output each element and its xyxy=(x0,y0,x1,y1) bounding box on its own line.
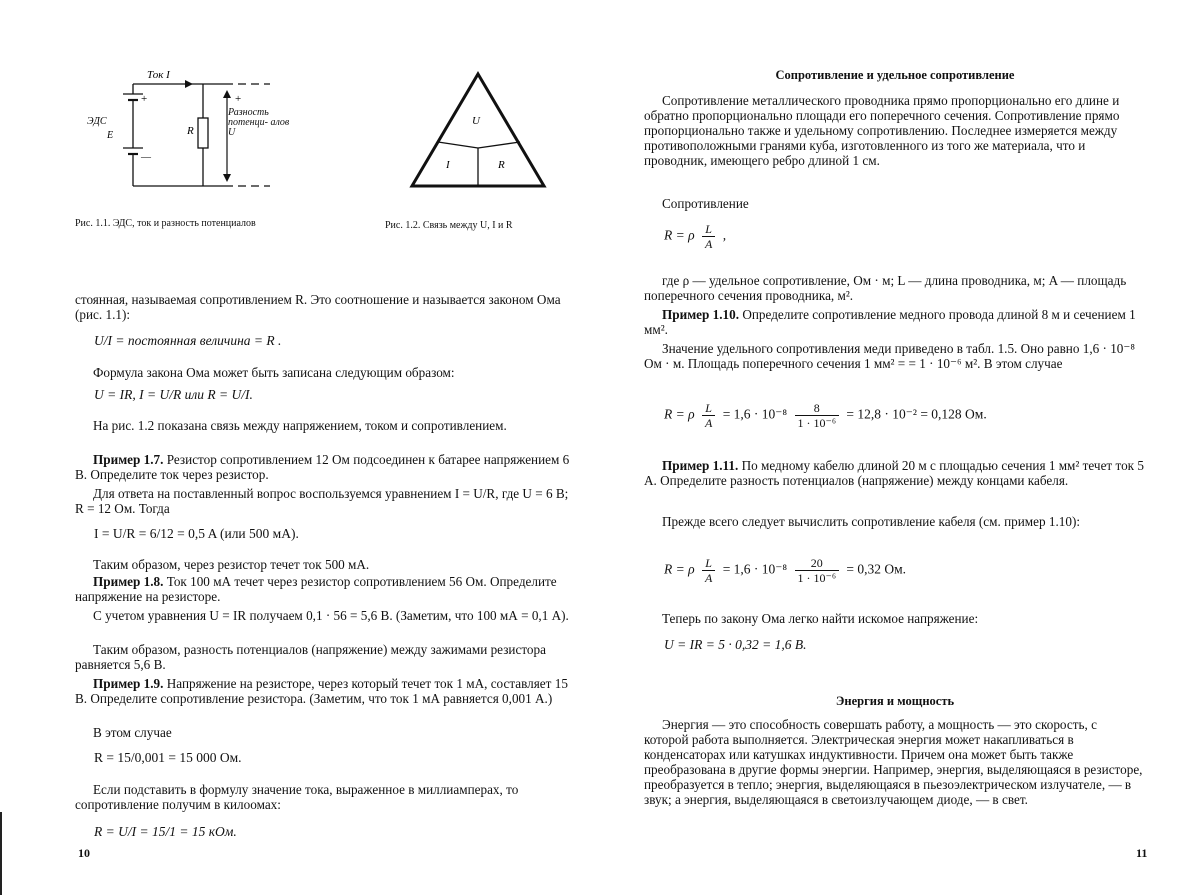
paragraph: где ρ — удельное сопротивление, Ом · м; L — длина проводника, м; A — площадь поперечного сечения проводника, м². xyxy=(644,273,1127,303)
example-title: Пример 1.9. xyxy=(93,676,164,691)
formula-example-1-10 xyxy=(664,401,987,430)
example-text: Резистор сопротивлением 12 Ом подсоединен к батарее напряжением 6 В. Определите ток через резистор. xyxy=(75,452,570,482)
example-1-7 xyxy=(75,452,571,482)
formula: R = 15/0,001 = 15 000 Ом. xyxy=(94,750,242,765)
paragraph: Прежде всего следует вычислить сопротивление кабеля (см. пример 1.10): xyxy=(662,514,1081,529)
formula-example-1-11 xyxy=(664,556,906,585)
page-number: 11 xyxy=(1136,846,1148,860)
fraction xyxy=(702,556,715,585)
paragraph: Если подставить в формулу значение тока, выраженное в миллиамперах, то сопротивление получим в килоомах: xyxy=(75,782,519,812)
paragraph: стоянная, называемая сопротивлением R. Это соотношение и называется законом Ома (рис. 1.1): xyxy=(75,292,561,322)
example-1-9 xyxy=(75,676,571,706)
formula-lhs: R = ρ xyxy=(664,227,695,243)
formula-lhs: R = ρ xyxy=(664,561,695,577)
formula-rhs: = 12,8 · 10⁻² = 0,128 Ом. xyxy=(846,406,987,422)
formula-mid: = 1,6 · 10⁻⁸ xyxy=(722,406,788,422)
formula: U = IR = 5 · 0,32 = 1,6 В. xyxy=(664,637,807,652)
denominator: A xyxy=(704,571,713,585)
paragraph: Энергия — это способность совершать работу, а мощность — это скорость, с которой работа выполняется. Электрическая энергия может накапливаться в конденсаторах или катушках индуктивности. Причем она может быть также преобразована в другие формы энергии. Например, энергия, выделяющаяся в резисторе, преобразуется в тепло; энергия, выделяющаяся в пьезоэлектрическом излучателе, — в звук; а энергия, выделяющаяся в светоизлучающем диоде, — в свет. xyxy=(644,717,1143,807)
example-1-8 xyxy=(75,574,571,604)
numerator: L xyxy=(702,556,715,571)
example-1-10 xyxy=(644,307,1144,337)
formula-mid: = 1,6 · 10⁻⁸ xyxy=(722,561,788,577)
formula-rhs: , xyxy=(722,227,727,243)
current-label: Ток I xyxy=(147,69,170,81)
example-title: Пример 1.11. xyxy=(662,458,739,473)
triangle-u: U xyxy=(472,115,480,127)
paragraph: Формула закона Ома может быть записана следующим образом: xyxy=(93,365,455,380)
figure-1-1-caption: Рис. 1.1. ЭДС, ток и разность потенциалов xyxy=(75,218,256,229)
paragraph: Сопротивление xyxy=(662,196,749,211)
voltage-label: Разность потенци- алов U xyxy=(228,107,290,138)
formula: U = IR, I = U/R или R = U/I. xyxy=(94,387,253,402)
numerator: 8 xyxy=(795,401,840,416)
example-text: По медному кабелю длиной 20 м с площадью сечения 1 мм² течет ток 5 А. Определите разность потенциалов (напряжение) между концами кабеля. xyxy=(644,458,1144,488)
example-text: Определите сопротивление медного провода длиной 8 м и сечением 1 мм². xyxy=(644,307,1136,337)
paragraph: Сопротивление металлического проводника прямо пропорционально его длине и обратно пропорционально площади его поперечного сечения. Сопротивление прямо пропорционально также и удельному сопротивлению. Последнее измеряется между противоположными гранями куба, изготовленного из того же материала, что и проводник, имеющего ребро длиной 1 см. xyxy=(644,93,1120,168)
numerator: L xyxy=(702,222,715,237)
section-heading: Сопротивление и удельное сопротивление xyxy=(775,68,1015,82)
formula: I = U/R = 6/12 = 0,5 A (или 500 мА). xyxy=(94,526,299,541)
paragraph: В этом случае xyxy=(93,725,172,740)
fraction xyxy=(795,401,840,430)
emf-symbol: E xyxy=(107,130,114,141)
ohm-triangle-diagram xyxy=(408,70,548,190)
denominator: 1 · 10⁻⁶ xyxy=(797,571,837,585)
emf-label: ЭДС xyxy=(87,116,107,127)
paragraph: Для ответа на поставленный вопрос воспользуемся уравнением I = U/R, где U = 6 В; R = 12 Ом. Тогда xyxy=(75,486,569,516)
example-title: Пример 1.8. xyxy=(93,574,164,589)
fraction xyxy=(702,222,715,251)
paragraph: Теперь по закону Ома легко найти искомое напряжение: xyxy=(662,611,979,626)
formula: R = U/I = 15/1 = 15 кОм. xyxy=(94,824,237,839)
example-1-11 xyxy=(644,458,1144,488)
page-number: 10 xyxy=(78,846,90,860)
denominator: 1 · 10⁻⁶ xyxy=(797,416,837,430)
example-title: Пример 1.10. xyxy=(662,307,740,322)
numerator: 20 xyxy=(795,556,840,571)
example-text: Напряжение на резисторе, через который течет ток 1 мА, составляет 15 В. Определите сопротивление резистора. (Заметим, что ток 1 мА равняется 0,001 А.) xyxy=(75,676,568,706)
triangle-r: R xyxy=(498,159,505,171)
formula-lhs: R = ρ xyxy=(664,406,695,422)
fraction xyxy=(702,401,715,430)
resistor-label: R xyxy=(187,125,194,137)
fraction xyxy=(795,556,840,585)
paragraph: Таким образом, через резистор течет ток 500 мА. xyxy=(93,557,370,572)
example-text: Ток 100 мА течет через резистор сопротивлением 56 Ом. Определите напряжение на резисторе. xyxy=(75,574,557,604)
numerator: L xyxy=(702,401,715,416)
right-page xyxy=(600,0,1200,895)
plus-sign-voltage: + xyxy=(235,93,242,105)
minus-sign: — xyxy=(141,152,151,163)
formula: U/I = постоянная величина = R . xyxy=(94,333,282,348)
paragraph: На рис. 1.2 показана связь между напряжением, током и сопротивлением. xyxy=(93,418,507,433)
formula-rhs: = 0,32 Ом. xyxy=(846,561,907,577)
paragraph: Таким образом, разность потенциалов (напряжение) между зажимами резистора равняется 5,6 В. xyxy=(75,642,546,672)
formula-resistance xyxy=(664,222,726,251)
denominator: A xyxy=(704,237,713,251)
figure-1-2-caption: Рис. 1.2. Связь между U, I и R xyxy=(385,220,513,231)
triangle-i: I xyxy=(446,159,450,171)
paragraph: Значение удельного сопротивления меди приведено в табл. 1.5. Оно равно 1,6 · 10⁻⁸ Ом · м. Площадь поперечного сечения 1 мм² = = 1 · 10⁻⁶ м². В этом случае xyxy=(644,341,1135,371)
paragraph: С учетом уравнения U = IR получаем 0,1 · 56 = 5,6 В. (Заметим, что 100 мА = 0,1 А). xyxy=(93,608,569,623)
example-title: Пример 1.7. xyxy=(93,452,164,467)
plus-sign: + xyxy=(141,93,148,105)
denominator: A xyxy=(704,416,713,430)
section-heading: Энергия и мощность xyxy=(835,694,955,708)
